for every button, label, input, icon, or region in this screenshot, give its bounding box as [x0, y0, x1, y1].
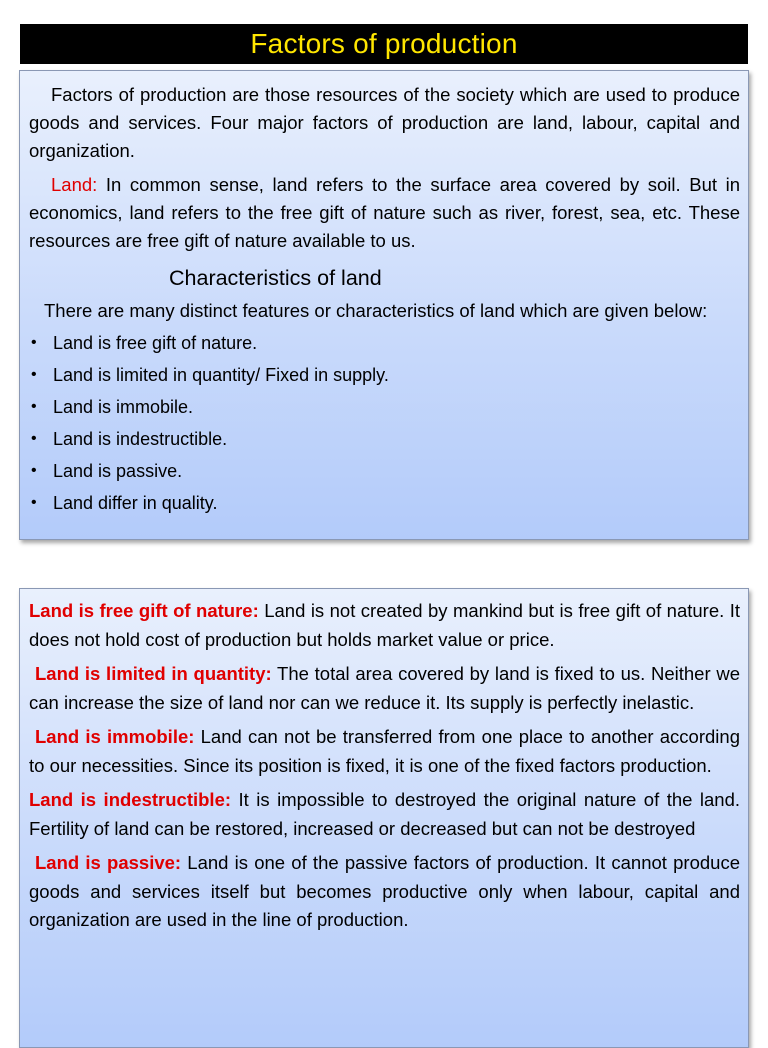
bullet-text: Land is immobile. — [53, 397, 194, 417]
bullet-text: Land is indestructible. — [53, 429, 228, 449]
list-item — [29, 391, 740, 423]
list-item — [29, 455, 740, 487]
bullet-icon: • — [31, 366, 37, 383]
land-definition-paragraph — [29, 171, 740, 255]
detail-term: Land is passive: — [35, 852, 182, 873]
details-panel — [19, 588, 749, 1048]
bullet-icon: • — [31, 494, 37, 511]
bullet-icon: • — [31, 430, 37, 447]
bullet-icon: • — [31, 398, 37, 415]
detail-limited — [29, 660, 740, 717]
intro-paragraph: Factors of production are those resources of the society which are used to produce goods and services. Four major factors of production are land, labour, capital and organization. — [29, 84, 740, 161]
page-title: Factors of production — [250, 28, 518, 59]
title-bar — [20, 24, 748, 64]
characteristics-heading: Characteristics of land — [169, 266, 382, 290]
detail-term: Land is limited in quantity: — [35, 663, 272, 684]
list-item — [29, 327, 740, 359]
detail-passive — [29, 849, 740, 935]
detail-text: The total area covered by land is fixed to us. Neither we can increase the size of land nor can we reduce it. Its supply is perfectly inelastic. — [29, 663, 740, 713]
detail-text: Land is not created by mankind but is free gift of nature. It does not hold cost of production but holds market value or price. — [29, 600, 741, 650]
bullet-text: Land is passive. — [53, 461, 183, 481]
list-item — [29, 359, 740, 391]
characteristics-lead: There are many distinct features or characteristics of land which are given below: — [44, 300, 708, 321]
detail-term: Land is free gift of nature: — [29, 600, 259, 621]
bullet-icon: • — [31, 462, 37, 479]
land-definition-text: In common sense, land refers to the surface area covered by soil. But in economics, land refers to the free gift of nature such as river, forest, sea, etc. These resources are free gift of nature available to us. — [29, 174, 740, 251]
detail-free-gift — [29, 597, 740, 654]
land-label: Land: — [51, 174, 98, 195]
detail-term: Land is immobile: — [35, 726, 195, 747]
bullet-icon: • — [31, 334, 37, 351]
detail-immobile — [29, 723, 740, 780]
bullet-text: Land is free gift of nature. — [53, 333, 258, 353]
detail-text: Land is one of the passive factors of production. It cannot produce goods and services itself but becomes productive only when labour, capital and organization are used in the line of production. — [29, 852, 740, 930]
detail-term: Land is indestructible: — [29, 789, 232, 810]
intro-panel — [19, 70, 749, 540]
characteristics-list — [29, 327, 740, 519]
detail-indestructible — [29, 786, 740, 843]
bullet-text: Land differ in quality. — [53, 493, 218, 513]
bullet-text: Land is limited in quantity/ Fixed in supply. — [53, 365, 389, 385]
list-item — [29, 423, 740, 455]
detail-text: It is impossible to destroyed the original nature of the land. Fertility of land can be restored, increased or decreased but can not be destroyed — [29, 789, 741, 839]
list-item — [29, 487, 740, 519]
detail-text: Land can not be transferred from one place to another according to our necessities. Since its position is fixed, it is one of the fixed factors production. — [29, 726, 740, 776]
